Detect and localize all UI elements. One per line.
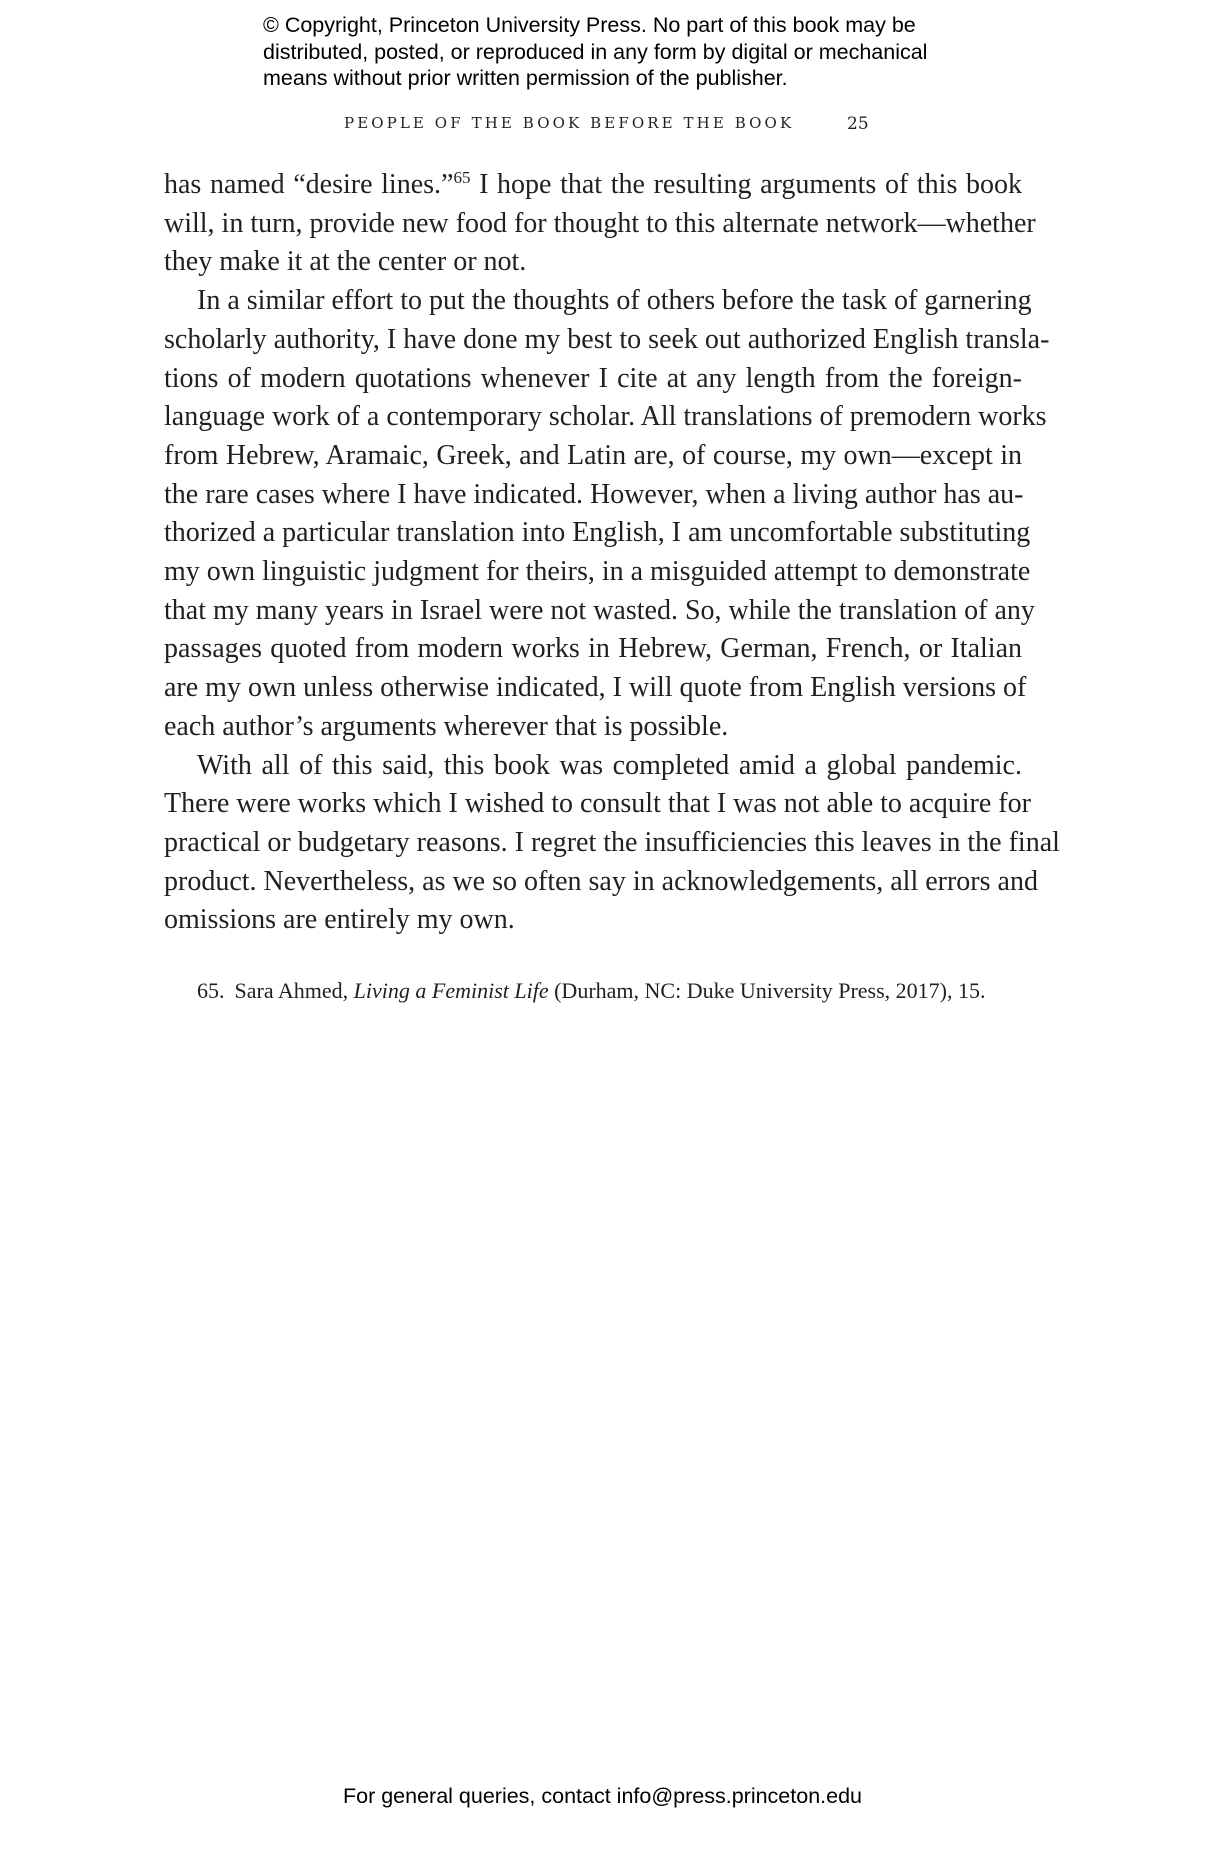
text-run: has named “desire lines.”: [164, 169, 454, 200]
paragraph-3: [164, 747, 1060, 941]
paragraph-1: [164, 166, 1036, 282]
copyright-line: © Copyright, Princeton University Press. No part of this book may be: [263, 13, 916, 37]
body-text: [164, 166, 1060, 940]
copyright-line: distributed, posted, or reproduced in any form by digital or mechanical: [263, 39, 928, 64]
text-line: each author’s arguments wherever that is possible.: [164, 710, 729, 742]
text-line: There were works which I wished to consult that I was not able to acquire for: [164, 788, 1031, 820]
footnote: [197, 977, 986, 1005]
text-line: language work of a contemporary scholar. All translations of premodern works: [164, 401, 1047, 433]
footnote-book-title: Living a Feminist Life: [353, 978, 549, 1003]
footnote-number: 65.: [197, 978, 225, 1003]
text-line: omissions are entirely my own.: [164, 904, 515, 936]
text-run: I hope that the resulting arguments of this book: [470, 169, 1022, 200]
text-line: they make it at the center or not.: [164, 246, 527, 278]
copyright-line: means without prior written permission of the publisher.: [263, 66, 788, 90]
text-line: In a similar effort to put the thoughts of others before the task of garnering: [197, 285, 1032, 317]
footnote-citation: (Durham, NC: Duke University Press, 2017), 15.: [548, 978, 986, 1003]
footer-contact: For general queries, contact info@press.princeton.edu: [343, 1784, 863, 1808]
copyright-notice: [263, 12, 983, 92]
text-line: that my many years in Israel were not wasted. So, while the translation of any: [164, 594, 1035, 626]
text-line: product. Nevertheless, as we so often say in acknowledgements, all errors and: [164, 865, 1038, 897]
text-line: will, in turn, provide new food for thought to this alternate network—whether: [164, 207, 1036, 239]
running-head-title: PEOPLE OF THE BOOK BEFORE THE BOOK: [344, 114, 795, 132]
text-line: from Hebrew, Aramaic, Greek, and Latin are, of course, my own—except in: [164, 439, 1022, 471]
text-line: passages quoted from modern works in Hebrew, German, French, or Italian: [164, 633, 1022, 665]
text-line: my own linguistic judgment for theirs, in a misguided attempt to demonstrate: [164, 556, 1031, 588]
page-number: 25: [847, 114, 869, 134]
text-line: are my own unless otherwise indicated, I will quote from English versions of: [164, 672, 1027, 704]
text-line: tions of modern quotations whenever I cite at any length from the foreign-: [164, 362, 1022, 394]
footnote-reference: 65: [453, 168, 471, 187]
footnote-author: Sara Ahmed,: [234, 978, 354, 1003]
text-line: [164, 166, 1022, 205]
text-line: scholarly authority, I have done my best to seek out authorized English transla-: [164, 323, 1050, 355]
text-line: With all of this said, this book was completed amid a global pandemic.: [197, 749, 1022, 781]
text-line: practical or budgetary reasons. I regret the insufficiencies this leaves in the final: [164, 826, 1060, 858]
text-line: the rare cases where I have indicated. However, when a living author has au-: [164, 478, 1024, 510]
text-line: thorized a particular translation into English, I am uncomfortable substituting: [164, 517, 1031, 549]
paragraph-2: [164, 282, 1050, 746]
